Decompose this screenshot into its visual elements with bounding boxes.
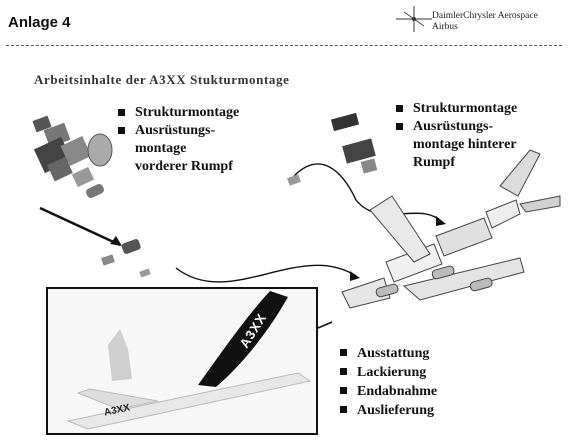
bullet-square-icon	[340, 349, 347, 356]
tail-lettering: A3XX	[236, 310, 270, 351]
curved-arrow-line	[176, 265, 356, 282]
attachment-label: Anlage 4	[8, 14, 71, 31]
task-item-continuation	[396, 136, 517, 154]
task-item	[396, 118, 517, 136]
front-fuselage-parts-icon	[32, 116, 112, 200]
aircraft-photo-icon	[48, 289, 316, 433]
task-item	[396, 100, 517, 118]
task-label: montage hinterer	[413, 137, 517, 152]
task-item	[118, 122, 239, 140]
bullet-square-icon	[340, 387, 347, 394]
task-label: Auslieferung	[357, 403, 434, 418]
exploded-aircraft-icon	[342, 150, 560, 308]
fuselage-lettering: A3XX	[103, 402, 131, 419]
bullet-square-icon	[396, 105, 403, 112]
task-item-continuation	[396, 154, 517, 172]
rear-fuselage-task-list	[396, 100, 517, 172]
task-label: Ausrüstungs-	[413, 119, 494, 134]
fuselage-barrel-icon	[121, 238, 142, 254]
task-label: Strukturmontage	[135, 105, 240, 120]
logo-division-name: Airbus	[432, 22, 458, 32]
task-label: Ausrüstungs-	[135, 123, 216, 138]
task-label: Rumpf	[413, 155, 456, 170]
arrow-head-icon	[436, 216, 446, 226]
final-assembly-task-list	[340, 344, 437, 420]
bullet-square-icon	[118, 109, 125, 116]
task-item	[340, 401, 437, 420]
task-label: Strukturmontage	[413, 101, 518, 116]
task-label: vorderer Rumpf	[135, 159, 233, 174]
rear-fuselage-parts-icon	[331, 113, 377, 174]
task-item	[340, 344, 437, 363]
task-item	[118, 104, 239, 122]
bullet-square-icon	[118, 127, 125, 134]
bullet-square-icon	[340, 368, 347, 375]
task-label: Endabnahme	[357, 384, 438, 399]
bullet-square-icon	[340, 406, 347, 413]
curved-arrow-line	[294, 164, 442, 222]
task-item	[340, 363, 437, 382]
task-item-continuation	[118, 158, 239, 176]
task-label: montage	[135, 141, 187, 156]
front-fuselage-task-list	[118, 104, 239, 176]
finished-aircraft-photo	[46, 287, 318, 435]
task-item-continuation	[118, 140, 239, 158]
arrow-head-icon	[350, 271, 360, 281]
slide-subtitle: Arbeitsinhalte der A3XX Stukturmontage	[34, 72, 290, 87]
task-item	[340, 382, 437, 401]
arrow-line	[40, 208, 120, 245]
task-label: Lackierung	[357, 365, 427, 380]
logo-company-name: DaimlerChrysler Aerospace	[432, 11, 538, 21]
task-label: Ausstattung	[357, 346, 430, 361]
bullet-square-icon	[396, 123, 403, 130]
